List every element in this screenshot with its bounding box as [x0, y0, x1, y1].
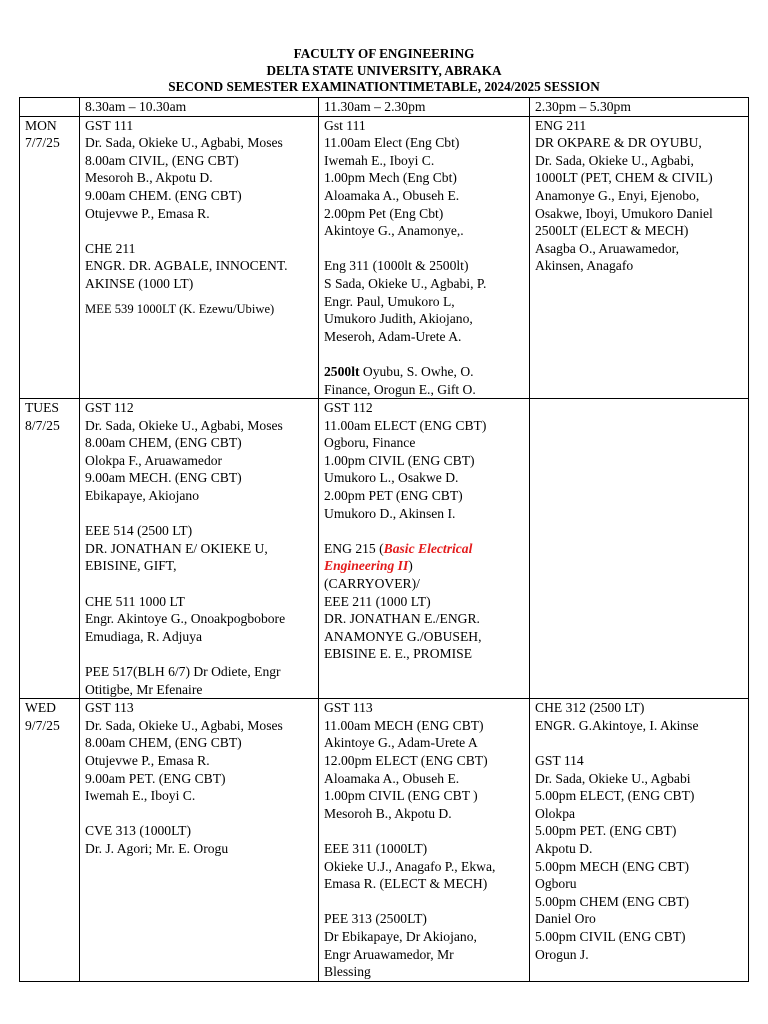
slot-cell: [319, 399, 530, 699]
exam-line: CHE 511 1000 LT: [85, 593, 185, 609]
exam-line: PEE 313 (2500LT): [324, 911, 427, 927]
blank-line: [85, 575, 313, 593]
column-header-afternoon: 2.30pm – 5.30pm: [530, 98, 749, 117]
exam-line: Dr. Sada, Okieke U., Agbabi, Moses: [85, 717, 283, 733]
exam-line: 8.00am CIVIL, (ENG CBT): [85, 152, 239, 168]
slot-cell: [530, 116, 749, 399]
exam-line: Iwemah E., Iboyi C.: [324, 152, 435, 168]
exam-line: Umukoro Judith, Akiojano,: [324, 311, 473, 327]
exam-line: GST 113: [324, 700, 373, 716]
blank-line: [324, 522, 524, 540]
exam-line: (CARRYOVER)/: [324, 576, 420, 592]
exam-line: CHE 211: [85, 240, 136, 256]
exam-line: [324, 540, 524, 558]
exam-line: Okieke U.J., Anagafo P., Ekwa,: [324, 858, 496, 874]
exam-line: 12.00pm ELECT (ENG CBT): [324, 752, 488, 768]
blank-line: [535, 734, 743, 752]
slot-cell: [530, 699, 749, 982]
exam-line: S Sada, Okieke U., Agbabi, P.: [324, 275, 487, 291]
exam-line: PEE 517(BLH 6/7) Dr Odiete, Engr: [85, 664, 281, 679]
exam-line: ENGR. G.Akintoye, I. Akinse: [535, 717, 699, 733]
venue-label: 2500lt: [324, 363, 360, 379]
exam-line: Akpotu D.: [535, 840, 593, 856]
exam-line: DR. JONATHAN E./ENGR.: [324, 611, 480, 627]
exam-line: Umukoro D., Akinsen I.: [324, 505, 456, 521]
exam-line: Daniel Oro: [535, 911, 596, 927]
exam-line: 1.00pm Mech (Eng Cbt): [324, 170, 457, 186]
exam-line: Iwemah E., Iboyi C.: [85, 788, 196, 804]
exam-line: Olokpa: [535, 805, 576, 821]
exam-line: Blessing: [324, 964, 371, 980]
corner-cell: [20, 98, 80, 117]
blank-line: [324, 822, 524, 840]
exam-line: ANAMONYE G./OBUSEH,: [324, 628, 482, 644]
exam-line: 5.00pm MECH (ENG CBT): [535, 858, 690, 874]
day-cell: [20, 399, 80, 699]
exam-line: 8.00am CHEM, (ENG CBT): [85, 435, 242, 451]
exam-line: Olokpa F., Aruawamedor: [85, 452, 223, 468]
exam-line: Gst 111: [324, 117, 366, 133]
exam-line: EEE 514 (2500 LT): [85, 523, 193, 539]
blank-line: [85, 645, 313, 663]
slot-cell-empty: [530, 399, 749, 699]
exam-line: DR OKPARE & DR OYUBU,: [535, 135, 702, 151]
exam-line: Emudiaga, R. Adjuya: [85, 628, 203, 644]
exam-line: Dr. Sada, Okieke U., Agbabi, Moses: [85, 417, 283, 433]
exam-line: EEE 311 (1000LT): [324, 840, 428, 856]
document-header: [0, 46, 768, 96]
blank-line: [324, 240, 524, 258]
blank-line: [324, 345, 524, 363]
exam-line: Dr. Sada, Okieke U., Agbabi, Moses: [85, 135, 283, 151]
day-name: TUES: [25, 400, 59, 416]
exam-line: Eng 311 (1000lt & 2500lt): [324, 258, 469, 274]
column-header-midday: 11.30am – 2.30pm: [319, 98, 530, 117]
exam-line: Aloamaka A., Obuseh E.: [324, 770, 460, 786]
course-title-highlight: Engineering II: [324, 558, 409, 574]
exam-line: Mesoroh B., Akpotu D.: [324, 805, 452, 821]
exam-line: GST 114: [535, 752, 584, 768]
exam-line: Engr. Akintoye G., Onoakpogbobore: [85, 611, 286, 627]
exam-line: Engr Aruawamedor, Mr: [324, 946, 454, 962]
exam-line: GST 111: [85, 117, 134, 133]
course-code-close: ): [408, 558, 413, 574]
exam-line: GST 112: [324, 400, 373, 416]
exam-line: Dr. Sada, Okieke U., Agbabi: [535, 770, 691, 786]
exam-line: [324, 363, 524, 381]
day-name: WED: [25, 700, 56, 716]
exam-line: 5.00pm PET. (ENG CBT): [535, 823, 677, 839]
exam-line: Mesoroh B., Akpotu D.: [85, 170, 213, 186]
exam-line: ENG 211: [535, 117, 587, 133]
day-cell: [20, 699, 80, 982]
exam-line: EBISINE E. E., PROMISE: [324, 646, 473, 662]
exam-line: GST 112: [85, 400, 134, 416]
exam-line: Akinsen, Anagafo: [535, 258, 634, 274]
exam-line: 2500LT (ELECT & MECH): [535, 223, 689, 239]
timetable-title: SECOND SEMESTER EXAMINATIONTIMETABLE, 2024/2025 SESSION: [168, 79, 600, 94]
exam-line: Otujevwe P., Emasa R.: [85, 205, 210, 221]
slot-cell: [319, 116, 530, 399]
course-code: ENG 215 (: [324, 540, 384, 556]
exam-line: Otujevwe P., Emasa R.: [85, 752, 210, 768]
exam-line: Ogboru: [535, 876, 577, 892]
exam-line: Akintoye G., Anamonye,.: [324, 223, 464, 239]
exam-line: 11.00am ELECT (ENG CBT): [324, 417, 487, 433]
day-name: MON: [25, 117, 57, 133]
exam-line: Dr. Sada, Okieke U., Agbabi,: [535, 152, 694, 168]
slot-cell: [80, 399, 319, 699]
exam-line: Dr. J. Agori; Mr. E. Orogu: [85, 840, 229, 856]
exam-line: 11.00am MECH (ENG CBT): [324, 717, 484, 733]
day-date: 8/7/25: [25, 417, 60, 433]
exam-line: 1000LT (PET, CHEM & CIVIL): [535, 170, 713, 186]
exam-line: 2.00pm PET (ENG CBT): [324, 488, 463, 504]
exam-line: Engr. Paul, Umukoro L,: [324, 293, 455, 309]
exam-line: DR. JONATHAN E/ OKIEKE U,: [85, 540, 268, 556]
exam-line: 9.00am CHEM. (ENG CBT): [85, 187, 242, 203]
exam-line: Aloamaka A., Obuseh E.: [324, 187, 460, 203]
day-row-monday: [20, 116, 749, 399]
day-cell: [20, 116, 80, 399]
day-row-tuesday: [20, 399, 749, 699]
exam-line: CHE 312 (2500 LT): [535, 700, 645, 716]
exam-line: Dr Ebikapaye, Dr Akiojano,: [324, 928, 477, 944]
exam-line: 5.00pm CIVIL (ENG CBT): [535, 928, 686, 944]
exam-line: Umukoro L., Osakwe D.: [324, 470, 459, 486]
faculty-title: FACULTY OF ENGINEERING: [293, 46, 475, 61]
day-date: 9/7/25: [25, 717, 60, 733]
exam-line: AKINSE (1000 LT): [85, 275, 194, 291]
blank-line: [85, 222, 313, 240]
exam-line: [324, 557, 524, 575]
exam-line: Asagba O., Aruawamedor,: [535, 240, 680, 256]
header-row: [20, 98, 749, 117]
exam-line: 8.00am CHEM, (ENG CBT): [85, 735, 242, 751]
exam-line: GST 113: [85, 700, 134, 716]
exam-line: 2.00pm Pet (Eng Cbt): [324, 205, 444, 221]
day-row-wednesday: [20, 699, 749, 982]
blank-line: [85, 805, 313, 823]
blank-line: [85, 505, 313, 523]
university-title: DELTA STATE UNIVERSITY, ABRAKA: [266, 62, 502, 78]
slot-cell: [80, 699, 319, 982]
exam-line: Ebikapaye, Akiojano: [85, 488, 200, 504]
exam-line-text: Oyubu, S. Owhe, O.: [359, 363, 474, 379]
exam-line: Orogun J.: [535, 946, 589, 962]
exam-line: Emasa R. (ELECT & MECH): [324, 876, 488, 892]
exam-line: Anamonye G., Enyi, Ejenobo,: [535, 187, 700, 203]
exam-line: 1.00pm CIVIL (ENG CBT): [324, 452, 475, 468]
exam-line: Ogboru, Finance: [324, 435, 416, 451]
exam-line: Meseroh, Adam-Urete A.: [324, 328, 462, 344]
exam-line: 9.00am PET. (ENG CBT): [85, 770, 226, 786]
exam-line: Akintoye G., Adam-Urete A: [324, 735, 478, 751]
blank-line: [324, 893, 524, 911]
exam-line: MEE 539 1000LT (K. Ezewu/Ubiwe): [85, 301, 275, 316]
exam-line: EBISINE, GIFT,: [85, 558, 177, 574]
day-date: 7/7/25: [25, 135, 60, 151]
exam-line: 1.00pm CIVIL (ENG CBT ): [324, 788, 478, 804]
exam-timetable: [19, 97, 749, 982]
exam-line: EEE 211 (1000 LT): [324, 593, 431, 609]
exam-line: 5.00pm ELECT, (ENG CBT): [535, 788, 695, 804]
slot-cell: [319, 699, 530, 982]
exam-line: CVE 313 (1000LT): [85, 823, 191, 839]
exam-line: 9.00am MECH. (ENG CBT): [85, 470, 242, 486]
course-title-highlight: Basic Electrical: [383, 540, 473, 556]
exam-line: Osakwe, Iboyi, Umukoro Daniel: [535, 205, 713, 221]
slot-cell: [80, 116, 319, 399]
exam-line: Otitigbe, Mr Efenaire: [85, 681, 203, 697]
column-header-morning: 8.30am – 10.30am: [80, 98, 319, 117]
exam-line: ENGR. DR. AGBALE, INNOCENT.: [85, 258, 288, 274]
exam-line: Finance, Orogun E., Gift O.: [324, 381, 476, 397]
exam-line: 5.00pm CHEM (ENG CBT): [535, 893, 690, 909]
exam-line: 11.00am Elect (Eng Cbt): [324, 135, 460, 151]
